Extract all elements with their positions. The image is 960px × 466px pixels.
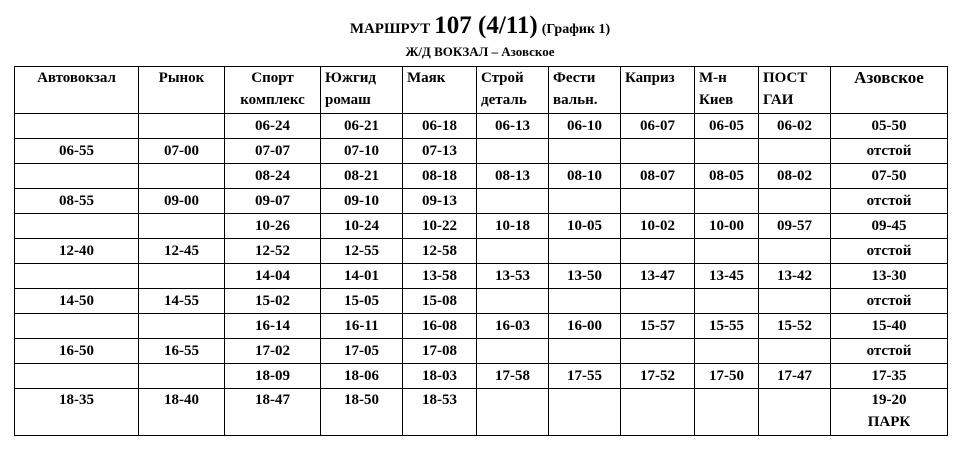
time-cell: 15-05 xyxy=(321,289,403,314)
time-cell: 06-55 xyxy=(15,139,139,164)
time-cell: 16-55 xyxy=(139,339,225,364)
time-cell xyxy=(139,364,225,389)
column-header-line: Азовское xyxy=(854,68,924,87)
column-header xyxy=(549,67,621,114)
table-row xyxy=(15,164,948,189)
table-row xyxy=(15,364,948,389)
time-cell: 14-55 xyxy=(139,289,225,314)
time-cell xyxy=(695,339,759,364)
time-cell xyxy=(477,289,549,314)
column-header-line: М-н xyxy=(699,70,727,86)
column-header xyxy=(403,67,477,114)
time-cell xyxy=(477,239,549,264)
time-cell: 13-47 xyxy=(621,264,695,289)
time-cell xyxy=(549,189,621,214)
time-cell: 15-52 xyxy=(759,314,831,339)
time-cell: 18-47 xyxy=(225,389,321,436)
time-cell xyxy=(549,339,621,364)
time-cell xyxy=(15,314,139,339)
time-cell: 16-03 xyxy=(477,314,549,339)
time-cell xyxy=(139,214,225,239)
column-header xyxy=(321,67,403,114)
column-header xyxy=(621,67,695,114)
time-cell: 10-02 xyxy=(621,214,695,239)
time-cell: 08-24 xyxy=(225,164,321,189)
table-row xyxy=(15,239,948,264)
time-cell xyxy=(549,239,621,264)
time-cell xyxy=(549,289,621,314)
column-header-line: Маяк xyxy=(407,70,446,86)
time-cell: 06-02 xyxy=(759,114,831,139)
time-cell xyxy=(695,289,759,314)
time-cell: 13-50 xyxy=(549,264,621,289)
time-cell: 10-22 xyxy=(403,214,477,239)
time-cell: 10-26 xyxy=(225,214,321,239)
time-cell: 18-06 xyxy=(321,364,403,389)
time-cell xyxy=(759,139,831,164)
time-cell: 15-08 xyxy=(403,289,477,314)
time-cell xyxy=(139,314,225,339)
column-header xyxy=(477,67,549,114)
time-cell xyxy=(15,114,139,139)
time-cell: 07-07 xyxy=(225,139,321,164)
column-header-line: комплекс xyxy=(240,92,305,108)
page-title xyxy=(0,12,960,44)
time-cell: 16-50 xyxy=(15,339,139,364)
column-header xyxy=(831,67,948,114)
time-cell xyxy=(139,164,225,189)
time-cell xyxy=(695,389,759,436)
time-cell: 12-52 xyxy=(225,239,321,264)
time-cell: 08-02 xyxy=(759,164,831,189)
time-cell xyxy=(621,339,695,364)
time-cell xyxy=(621,289,695,314)
time-cell xyxy=(139,114,225,139)
time-cell: 08-55 xyxy=(15,189,139,214)
time-cell: 09-45 xyxy=(831,214,948,239)
time-cell: 18-35 xyxy=(15,389,139,436)
time-cell: 07-13 xyxy=(403,139,477,164)
time-cell xyxy=(15,264,139,289)
time-cell xyxy=(695,189,759,214)
time-cell: 12-55 xyxy=(321,239,403,264)
time-cell: 06-10 xyxy=(549,114,621,139)
time-cell: 16-08 xyxy=(403,314,477,339)
time-cell: 12-40 xyxy=(15,239,139,264)
time-cell: 06-24 xyxy=(225,114,321,139)
time-cell: 10-18 xyxy=(477,214,549,239)
time-cell: 13-42 xyxy=(759,264,831,289)
column-header-line: Строй xyxy=(481,70,524,86)
time-cell: 18-03 xyxy=(403,364,477,389)
column-header-line: ПОСТ xyxy=(763,70,808,86)
column-header-line: деталь xyxy=(481,92,527,108)
time-cell: 10-05 xyxy=(549,214,621,239)
time-cell: 06-13 xyxy=(477,114,549,139)
table-row xyxy=(15,289,948,314)
column-header-line: Фести xyxy=(553,70,596,86)
header-row xyxy=(15,67,948,114)
column-header-line: Автовокзал xyxy=(37,70,116,86)
time-cell: отстой xyxy=(831,339,948,364)
time-cell: 14-01 xyxy=(321,264,403,289)
time-cell xyxy=(759,389,831,436)
time-cell: 17-02 xyxy=(225,339,321,364)
time-cell: 14-04 xyxy=(225,264,321,289)
table-row xyxy=(15,264,948,289)
time-cell xyxy=(477,139,549,164)
time-cell: 10-24 xyxy=(321,214,403,239)
time-cell: 13-53 xyxy=(477,264,549,289)
column-header-line: ГАИ xyxy=(763,92,794,108)
column-header xyxy=(695,67,759,114)
time-cell: 16-11 xyxy=(321,314,403,339)
time-cell: 15-57 xyxy=(621,314,695,339)
time-cell: 07-10 xyxy=(321,139,403,164)
time-cell xyxy=(759,339,831,364)
time-cell: 17-08 xyxy=(403,339,477,364)
time-cell: 12-58 xyxy=(403,239,477,264)
timetable xyxy=(14,66,948,436)
column-header-line: Киев xyxy=(699,92,734,108)
time-cell: 17-58 xyxy=(477,364,549,389)
time-cell xyxy=(549,389,621,436)
time-cell: 07-00 xyxy=(139,139,225,164)
time-cell xyxy=(15,214,139,239)
table-row xyxy=(15,389,948,436)
time-cell: 13-45 xyxy=(695,264,759,289)
time-cell xyxy=(621,189,695,214)
time-cell: 13-58 xyxy=(403,264,477,289)
time-cell: 10-00 xyxy=(695,214,759,239)
table-row xyxy=(15,314,948,339)
time-cell: 15-02 xyxy=(225,289,321,314)
time-cell xyxy=(477,189,549,214)
time-cell-line: ПАРК xyxy=(867,414,911,430)
column-header xyxy=(759,67,831,114)
time-cell: 08-21 xyxy=(321,164,403,189)
route-subtitle: Ж/Д ВОКЗАЛ – Азовское xyxy=(405,44,555,59)
time-cell: 18-40 xyxy=(139,389,225,436)
column-header-line: ромаш xyxy=(325,92,371,108)
time-cell: 08-07 xyxy=(621,164,695,189)
table-row xyxy=(15,189,948,214)
time-cell: 14-50 xyxy=(15,289,139,314)
time-cell: 16-00 xyxy=(549,314,621,339)
time-cell: 17-50 xyxy=(695,364,759,389)
time-cell xyxy=(549,139,621,164)
time-cell xyxy=(695,239,759,264)
table-row xyxy=(15,139,948,164)
column-header-line: Спорт xyxy=(251,70,294,86)
column-header xyxy=(15,67,139,114)
time-cell xyxy=(759,189,831,214)
time-cell: 06-07 xyxy=(621,114,695,139)
time-cell: 08-13 xyxy=(477,164,549,189)
time-cell: 09-13 xyxy=(403,189,477,214)
route-number: 107 (4/11) xyxy=(434,12,538,39)
time-cell: 12-45 xyxy=(139,239,225,264)
time-cell: 15-55 xyxy=(695,314,759,339)
time-cell: 08-18 xyxy=(403,164,477,189)
time-cell: 17-52 xyxy=(621,364,695,389)
time-cell: 06-18 xyxy=(403,114,477,139)
column-header-line: Каприз xyxy=(625,70,675,86)
time-cell: 06-05 xyxy=(695,114,759,139)
time-cell: отстой xyxy=(831,239,948,264)
time-cell: 08-10 xyxy=(549,164,621,189)
table-row xyxy=(15,214,948,239)
time-cell: 18-50 xyxy=(321,389,403,436)
time-cell xyxy=(695,139,759,164)
timetable-body xyxy=(15,114,948,436)
time-cell: 15-40 xyxy=(831,314,948,339)
time-cell: 13-30 xyxy=(831,264,948,289)
time-cell: 16-14 xyxy=(225,314,321,339)
time-cell: 17-47 xyxy=(759,364,831,389)
column-header xyxy=(225,67,321,114)
time-cell xyxy=(759,289,831,314)
column-header-line: вальн. xyxy=(553,92,598,108)
time-cell: 05-50 xyxy=(831,114,948,139)
column-header xyxy=(139,67,225,114)
table-row xyxy=(15,114,948,139)
time-cell: отстой xyxy=(831,189,948,214)
time-cell xyxy=(759,239,831,264)
time-cell: отстой xyxy=(831,289,948,314)
time-cell: 09-57 xyxy=(759,214,831,239)
schedule-label: (График 1) xyxy=(541,22,611,37)
time-cell xyxy=(831,389,948,436)
time-cell xyxy=(15,364,139,389)
time-cell xyxy=(15,164,139,189)
time-cell: 18-09 xyxy=(225,364,321,389)
time-cell: 09-07 xyxy=(225,189,321,214)
column-header-line: Южгид xyxy=(325,70,376,86)
time-cell xyxy=(621,139,695,164)
time-cell-line: 19-20 xyxy=(871,392,907,408)
time-cell xyxy=(477,389,549,436)
time-cell: 06-21 xyxy=(321,114,403,139)
time-cell: 17-55 xyxy=(549,364,621,389)
time-cell xyxy=(621,389,695,436)
time-cell: 17-05 xyxy=(321,339,403,364)
time-cell: 09-00 xyxy=(139,189,225,214)
time-cell xyxy=(477,339,549,364)
column-header-line: Рынок xyxy=(158,70,205,86)
time-cell: отстой xyxy=(831,139,948,164)
time-cell xyxy=(621,239,695,264)
route-label: МАРШРУТ xyxy=(349,21,431,37)
table-row xyxy=(15,339,948,364)
time-cell: 08-05 xyxy=(695,164,759,189)
time-cell: 18-53 xyxy=(403,389,477,436)
time-cell: 17-35 xyxy=(831,364,948,389)
time-cell: 07-50 xyxy=(831,164,948,189)
time-cell xyxy=(139,264,225,289)
time-cell: 09-10 xyxy=(321,189,403,214)
